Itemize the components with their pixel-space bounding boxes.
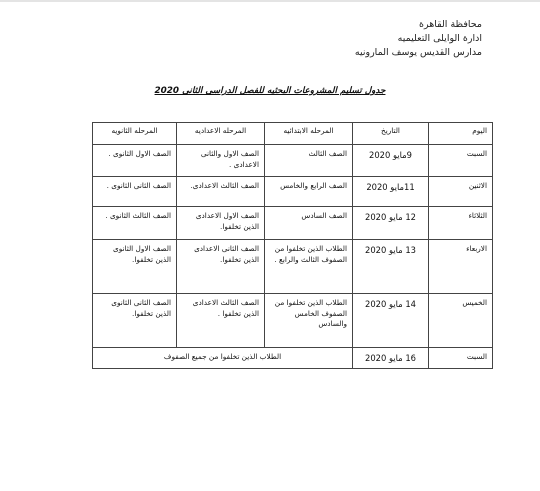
table-row bbox=[93, 207, 493, 240]
table-row bbox=[93, 348, 493, 369]
preparatory-cell: الصف الثالث الاعدادى الذين تخلفوا . bbox=[177, 294, 265, 348]
date-cell: 9مايو 2020 bbox=[353, 145, 429, 177]
primary-cell: الصف السادس bbox=[265, 207, 353, 240]
secondary-cell: الصف الثانى الثانوى . bbox=[93, 177, 177, 207]
day-cell: السبت bbox=[429, 145, 493, 177]
header-date: التاريخ bbox=[353, 123, 429, 145]
date-cell: 11مايو 2020 bbox=[353, 177, 429, 207]
document-title: جدول تسليم المشروعات البحثيه للفصل الدراسى الثانى 2020 bbox=[154, 86, 386, 96]
table-row bbox=[93, 294, 493, 348]
preparatory-cell: الصف الثالث الاعدادى. bbox=[177, 177, 265, 207]
document-header bbox=[355, 18, 482, 60]
primary-cell: الصف الرابع والخامس bbox=[265, 177, 353, 207]
schools-line: مدارس القديس يوسف المارونيه bbox=[354, 47, 482, 58]
primary-cell: الطلاب الذين تخلفوا من الصفوف الثالث والرابع . bbox=[265, 240, 353, 294]
day-cell: الاثنين bbox=[429, 177, 493, 207]
table-row bbox=[93, 145, 493, 177]
administration-line: ادارة الوايلى التعليميه bbox=[397, 33, 482, 44]
header-secondary: المرحله الثانويه bbox=[93, 123, 177, 145]
table-row bbox=[93, 177, 493, 207]
secondary-cell: الصف الاول الثانوى الذين تخلفوا. bbox=[93, 240, 177, 294]
secondary-cell: الصف الثانى الثانوى الذين تخلفوا. bbox=[93, 294, 177, 348]
secondary-cell: الصف الاول الثانوى . bbox=[93, 145, 177, 177]
preparatory-cell: الصف الاول الاعدادى الذين تخلفوا. bbox=[177, 207, 265, 240]
day-cell: الثلاثاء bbox=[429, 207, 493, 240]
merged-cell: الطلاب الذين تخلفوا من جميع الصفوف bbox=[93, 348, 353, 369]
date-cell: 12 مايو 2020 bbox=[353, 207, 429, 240]
day-cell: الخميس bbox=[429, 294, 493, 348]
governorate-line: محافظة القاهرة bbox=[418, 19, 482, 30]
page-top-border bbox=[0, 0, 540, 2]
table-header-row bbox=[93, 123, 493, 145]
day-cell: الاربعاء bbox=[429, 240, 493, 294]
header-preparatory: المرحله الاعداديه bbox=[177, 123, 265, 145]
date-cell: 14 مايو 2020 bbox=[353, 294, 429, 348]
header-primary: المرحله الابتدائيه bbox=[265, 123, 353, 145]
primary-cell: الطلاب الذين تخلفوا من الصفوف الخامس والسادس bbox=[265, 294, 353, 348]
date-cell: 13 مايو 2020 bbox=[353, 240, 429, 294]
secondary-cell: الصف الثالث الثانوى . bbox=[93, 207, 177, 240]
header-day: اليوم bbox=[429, 123, 493, 145]
primary-cell: الصف الثالث bbox=[265, 145, 353, 177]
table-row bbox=[93, 240, 493, 294]
day-cell: السبت bbox=[429, 348, 493, 369]
date-cell: 16 مايو 2020 bbox=[353, 348, 429, 369]
preparatory-cell: الصف الاول والثانى الاعدادى . bbox=[177, 145, 265, 177]
schedule-table bbox=[92, 122, 493, 369]
preparatory-cell: الصف الثانى الاعدادى الذين تخلفوا. bbox=[177, 240, 265, 294]
